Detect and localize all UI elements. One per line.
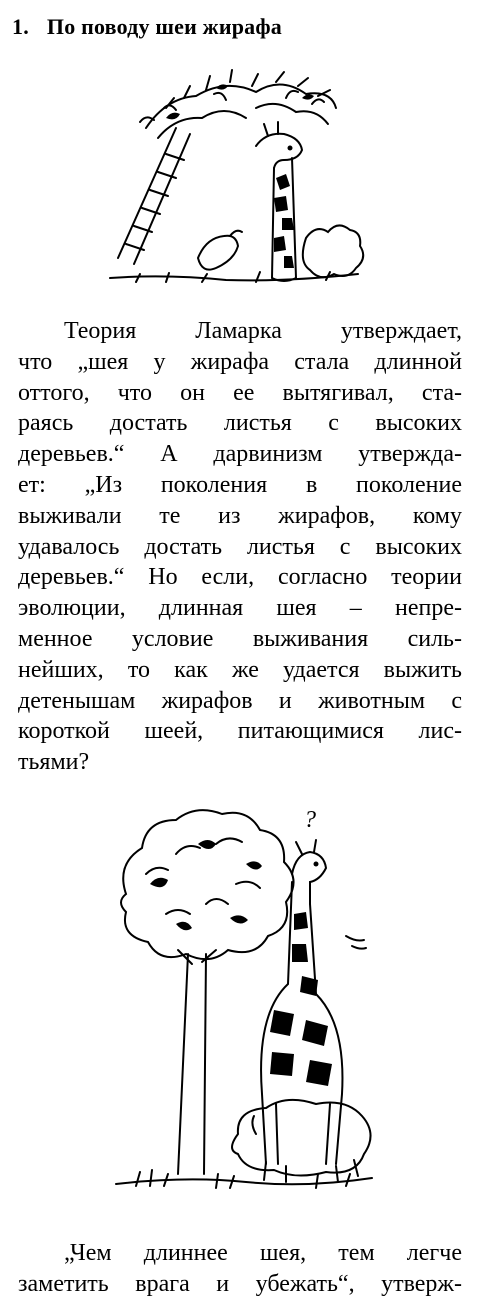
giraffe-tree-sheep-illustration [106,804,382,1208]
question-mark-annotation: ? [304,807,316,833]
text-line: что „шея у жирафа стала длинной [18,348,462,375]
paragraph-neck-enemy [18,1238,462,1300]
text-line: короткой шеей, питающимися лис- [18,718,462,745]
text-line: ет: „Из поколения в поколение [18,471,462,498]
text-line: удавалось достать листья с высоких [18,533,462,560]
section-heading [12,14,282,40]
text-line: детенышам жирафов и животным с [18,687,462,714]
text-line: оттого, что он ее вытягивал, ста- [18,379,462,406]
text-line: тьями? [18,749,90,776]
paragraph-lamarck-darwinism [18,316,462,778]
text-line: выживали те из жирафов, кому [18,502,462,529]
text-line: менное условие выживания силь- [18,625,462,652]
text-line: эволюции, длинная шея – непре- [18,595,462,622]
text-line: деревьев.“ Но если, согласно теории [18,564,462,591]
text-line: „Чем длиннее шея, тем легче [64,1240,462,1266]
text-line: нейших, то как же удается выжить [18,656,462,683]
section-number: 1. [12,14,29,39]
text-line: заметить врага и убежать“, утверж- [18,1270,462,1297]
text-line: Теория Ламарка утверждает, [64,318,462,344]
text-line: раясь достать листья с высоких [18,410,462,437]
text-line: деревьев.“ А дарвинизм утвержда- [18,441,462,468]
giraffe-ladder-illustration [106,68,368,300]
section-title: По поводу шеи жирафа [46,14,282,39]
